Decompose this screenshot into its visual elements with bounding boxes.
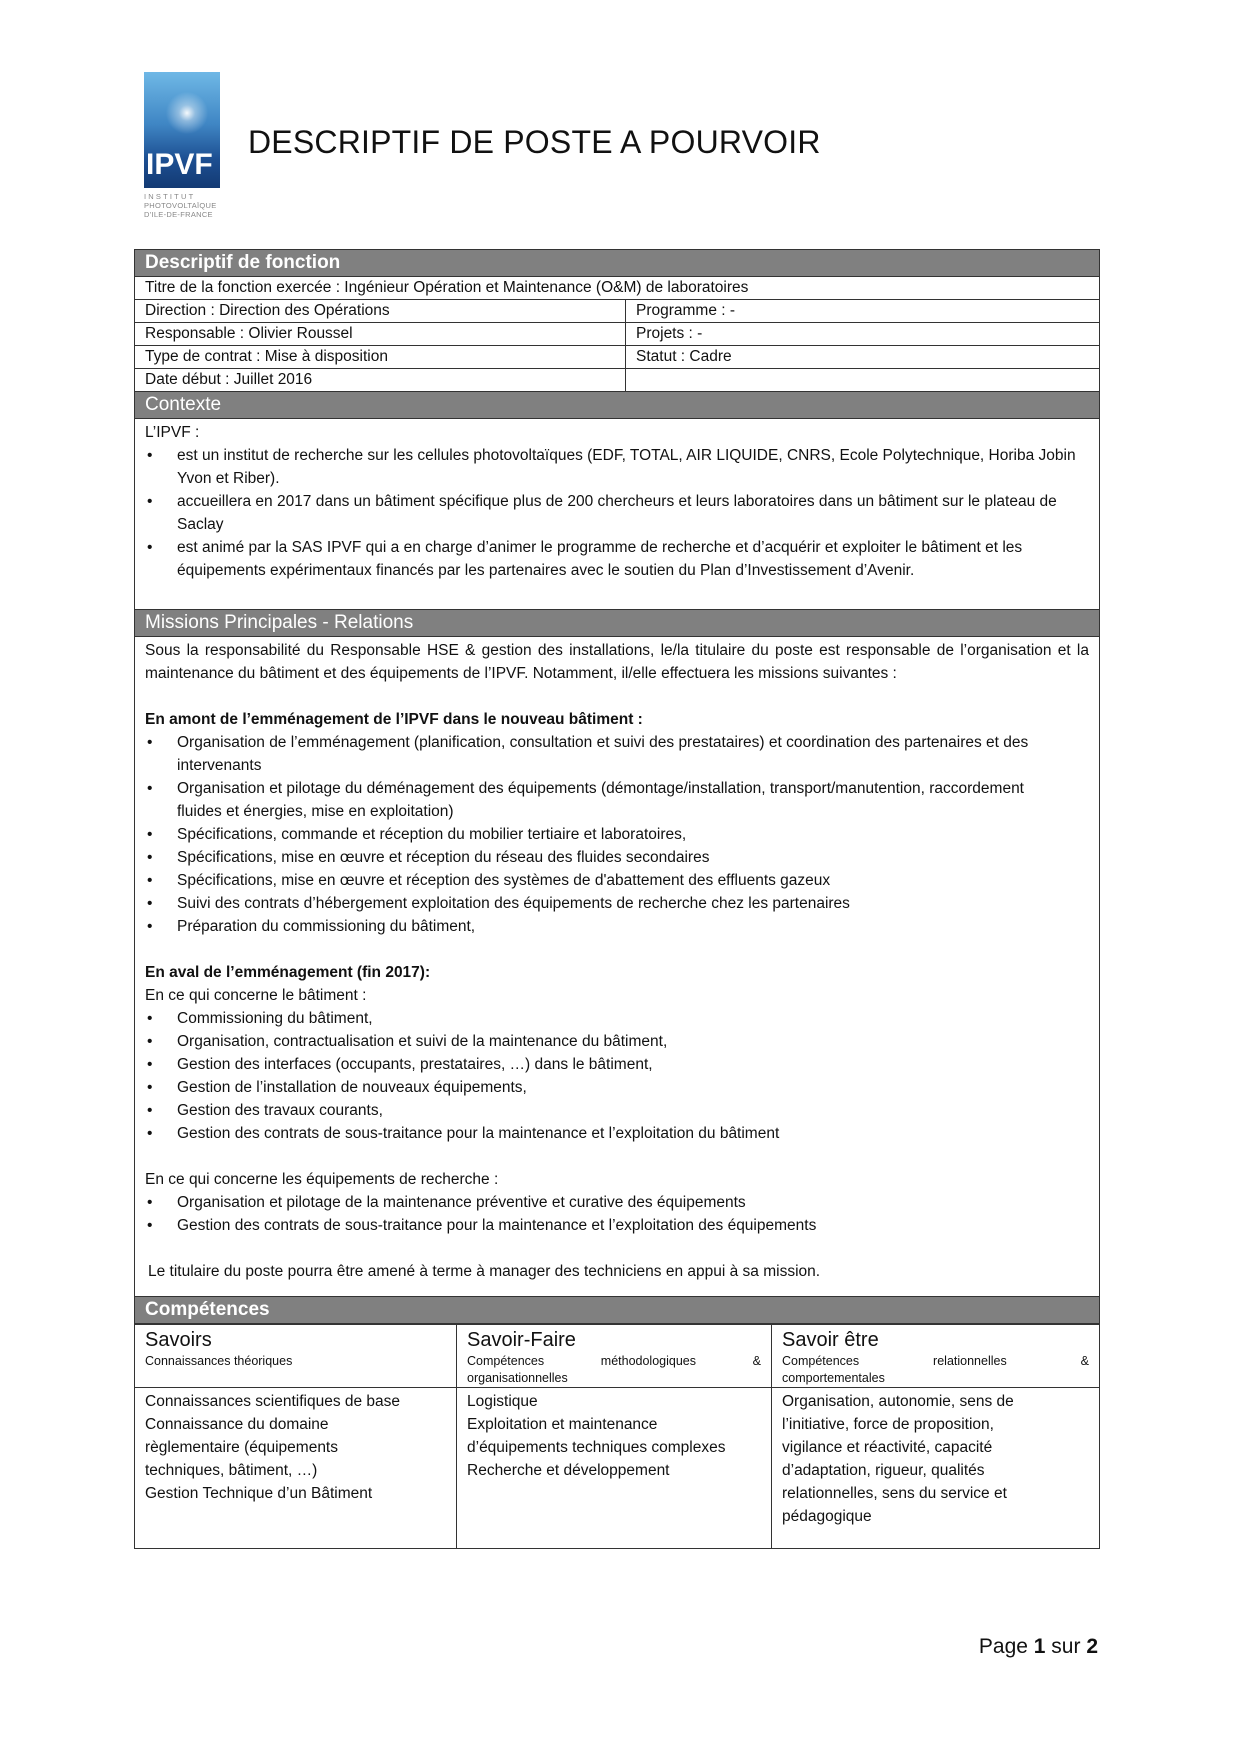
list-item: Recherche et développement [467,1462,670,1479]
logo-graphic [144,72,220,188]
list-item: pédagogique [782,1508,872,1525]
list-item: • Gestion des interfaces (occupants, prestataires, …) dans le bâtiment, [145,1053,1089,1076]
amont-heading: En amont de l’emménagement de l’IPVF dans le nouveau bâtiment : [145,711,643,728]
list-item: • Gestion de l’installation de nouveaux équipements, [145,1076,1089,1099]
section-header-descriptif: Descriptif de fonction [135,250,1099,277]
list-item: Exploitation et maintenance [467,1416,658,1433]
equipements-intro: En ce qui concerne les équipements de recherche : [145,1171,499,1188]
list-item: • Gestion des contrats de sous-traitance pour la maintenance et l’exploitation des équipements [145,1214,1089,1237]
list-item: • Gestion des contrats de sous-traitance pour la maintenance et l’exploitation du bâtiment [145,1122,1089,1145]
list-item: • est un institut de recherche sur les cellules photovoltaïques (EDF, TOTAL, AIR LIQUIDE, CNRS, Ecole Polytechnique, Horiba Jobin Yvon et Riber). [145,444,1089,490]
list-item: d’adaptation, rigueur, qualités [782,1462,985,1479]
total-pages: 2 [1086,1635,1098,1658]
list-item: • Commissioning du bâtiment, [145,1007,1089,1030]
empty-cell [626,369,1099,391]
contract-type-field: Type de contrat : Mise à disposition [135,346,626,368]
list-item: vigilance et réactivité, capacité [782,1439,993,1456]
list-item: • Suivi des contrats d’hébergement exploitation des équipements de recherche chez les partenaires [145,892,1089,915]
list-item: règlementaire (équipements [145,1439,338,1456]
logo-text: IPVF [146,148,213,181]
logo-subtitle-line: PHOTOVOLTAÏQUE [144,201,217,210]
logo-light-flare [164,90,210,136]
list-item: • Spécifications, commande et réception du mobilier tertiaire et laboratoires, [145,823,1089,846]
competences-column-savoirs [135,1325,457,1548]
column-title: Savoir-Faire [467,1329,576,1351]
logo-subtitle-line: INSTITUT [144,192,196,201]
amont-list [145,731,1089,938]
column-subtitle: Compétences relationnelles & [782,1354,1089,1368]
list-item: Connaissances scientifiques de base [145,1393,401,1410]
competences-column-savoir-faire [457,1325,772,1548]
list-item: l’initiative, force de proposition, [782,1416,994,1433]
list-item: • Préparation du commissioning du bâtiment, [145,915,1089,938]
projets-field: Projets : - [636,325,703,342]
list-item: Gestion Technique d’un Bâtiment [145,1485,373,1502]
logo-subtitle [144,192,224,219]
ipvf-logo [144,72,224,219]
missions-body [135,637,1099,1296]
page-prefix: Page [978,1635,1034,1658]
list-item: • est animé par la SAS IPVF qui a en charge d’animer le programme de recherche et d’acquérir et exploiter le bâtiment et les équipements expérimentaux financés par les partenaires avec le soutien du Plan d’Investissement d’Avenir. [145,536,1089,582]
list-item: • accueillera en 2017 dans un bâtiment spécifique plus de 200 chercheurs et leurs laboratoires dans un bâtiment sur le plateau de Saclay [145,490,1089,536]
column-title: Savoir être [782,1329,879,1351]
list-item: Connaissance du domaine [145,1416,329,1433]
list-item: • Organisation de l’emménagement (planification, consultation et suivi des prestataires) et coordination des partenaires et des intervenants [145,731,1089,777]
logo-subtitle-line: D'ILE-DE-FRANCE [144,210,213,219]
list-item: • Organisation et pilotage de la maintenance préventive et curative des équipements [145,1191,1089,1214]
table-row [135,323,1099,346]
aval-heading: En aval de l’emménagement (fin 2017): [145,964,431,981]
job-description-table [134,249,1100,1549]
job-title-field: Titre de la fonction exercée : Ingénieur Opération et Maintenance (O&M) de laboratoires [145,279,749,296]
competences-column-savoir-etre [772,1325,1099,1548]
statut-field: Statut : Cadre [636,348,732,365]
list-item: • Gestion des travaux courants, [145,1099,1089,1122]
list-item: • Organisation, contractualisation et suivi de la maintenance du bâtiment, [145,1030,1089,1053]
list-item: relationnelles, sens du service et [782,1485,1007,1502]
section-header-missions: Missions Principales - Relations [135,609,1099,637]
column-subtitle: Compétences méthodologiques & [467,1354,761,1368]
direction-field: Direction : Direction des Opérations [135,300,626,322]
contexte-intro: L’IPVF : [145,424,200,441]
table-row [135,300,1099,323]
contexte-body [135,419,1099,609]
table-row [135,346,1099,369]
list-item: d’équipements techniques complexes [467,1439,726,1456]
list-item: Logistique [467,1393,538,1410]
column-title: Savoirs [145,1329,212,1351]
list-item: Organisation, autonomie, sens de [782,1393,1014,1410]
document-title: DESCRIPTIF DE POSTE A POURVOIR [248,124,821,160]
column-subtitle-continued: comportementales [782,1371,885,1385]
list-item: techniques, bâtiment, …) [145,1462,318,1479]
table-row [135,369,1099,391]
list-item: • Spécifications, mise en œuvre et réception des systèmes de d'abattement des effluents gazeux [145,869,1089,892]
missions-intro: Sous la responsabilité du Responsable HSE & gestion des installations, le/la titulaire du poste est responsable de l’organisation et la maintenance du bâtiment et des équipements de l’IPVF. Notamment, il/elle effectuera les missions suivantes : [145,642,1089,682]
column-subtitle-continued: organisationnelles [467,1371,568,1385]
list-item: • Spécifications, mise en œuvre et réception du réseau des fluides secondaires [145,846,1089,869]
competences-grid [135,1324,1099,1548]
start-date-field: Date début : Juillet 2016 [135,369,626,391]
missions-closing: Le titulaire du poste pourra être amené à terme à manager des techniciens en appui à sa mission. [148,1263,821,1280]
batiment-list [145,1007,1089,1145]
list-item: • Organisation et pilotage du déménagement des équipements (démontage/installation, transport/manutention, raccordement fluides et énergies, mise en exploitation) [145,777,1089,823]
responsable-field: Responsable : Olivier Roussel [135,323,626,345]
section-header-competences: Compétences [135,1296,1099,1324]
programme-field: Programme : - [636,302,736,319]
batiment-intro: En ce qui concerne le bâtiment : [145,987,367,1004]
column-subtitle: Connaissances théoriques [145,1354,293,1368]
section-header-contexte: Contexte [135,391,1099,419]
equipements-list [145,1191,1089,1237]
page-number [979,1635,1098,1659]
current-page: 1 [1033,1635,1046,1658]
table-row [135,277,1099,300]
page-middle: sur [1045,1635,1087,1658]
contexte-list [145,444,1089,582]
